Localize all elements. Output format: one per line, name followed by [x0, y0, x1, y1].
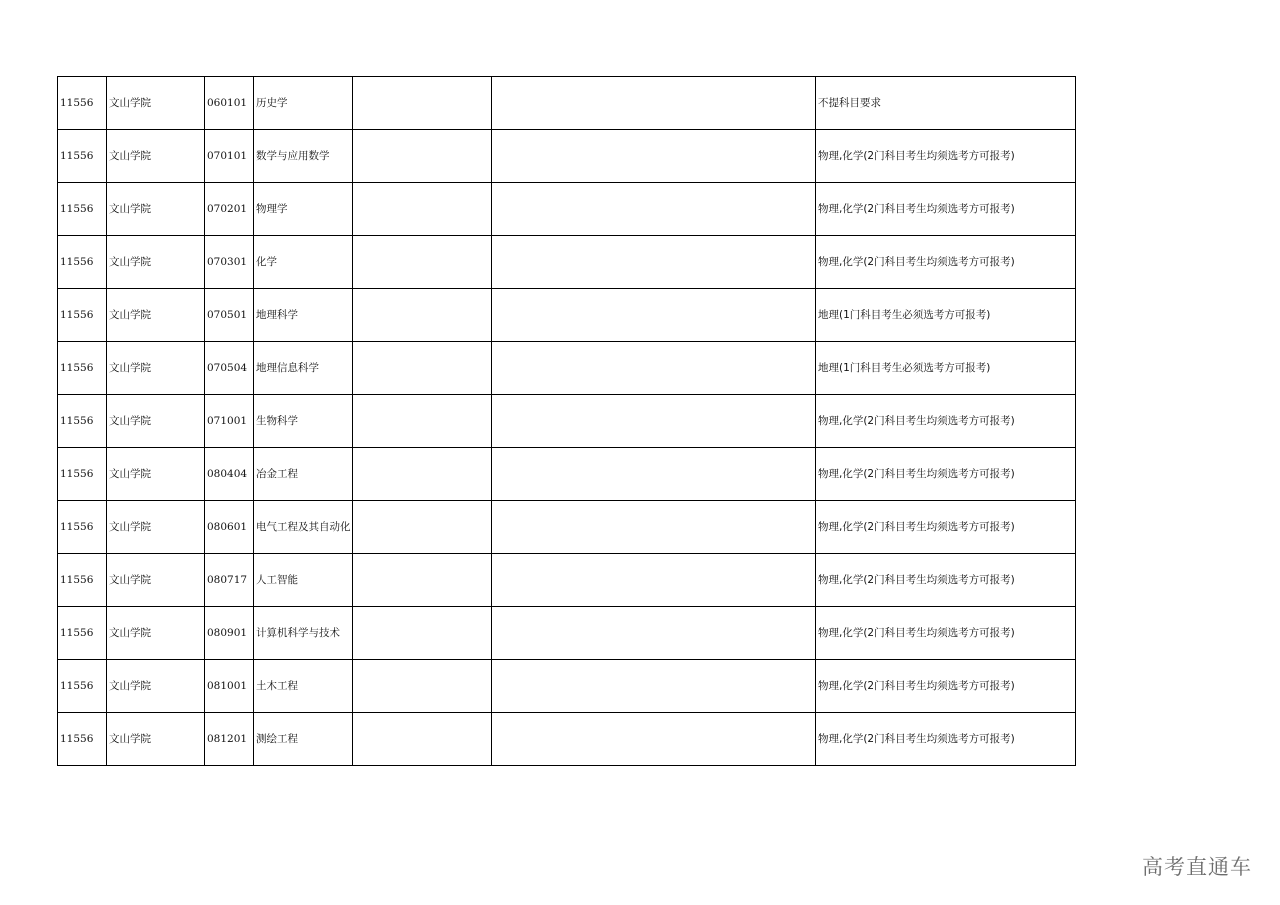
subject-requirement-cell: 物理,化学(2门科目考生均须选考方可报考) [816, 448, 1076, 501]
subject-requirement-cell: 物理,化学(2门科目考生均须选考方可报考) [816, 395, 1076, 448]
table-row [58, 289, 1076, 342]
major-code-cell: 070301 [205, 236, 254, 289]
school-name-cell: 文山学院 [107, 501, 205, 554]
school-name-cell: 文山学院 [107, 236, 205, 289]
major-name-cell: 地理信息科学 [254, 342, 353, 395]
blank-cell [353, 713, 492, 766]
blank-cell [353, 130, 492, 183]
major-code-cell: 060101 [205, 77, 254, 130]
school-name-cell: 文山学院 [107, 448, 205, 501]
watermark-text: 高考直通车 [1142, 855, 1252, 879]
school-name-cell: 文山学院 [107, 289, 205, 342]
blank-cell [492, 501, 816, 554]
table-row [58, 448, 1076, 501]
school-code-cell: 11556 [58, 130, 107, 183]
major-name-cell: 冶金工程 [254, 448, 353, 501]
major-name-cell: 物理学 [254, 183, 353, 236]
blank-cell [353, 395, 492, 448]
blank-cell [353, 660, 492, 713]
subject-requirement-cell: 物理,化学(2门科目考生均须选考方可报考) [816, 713, 1076, 766]
subject-requirement-cell: 不提科目要求 [816, 77, 1076, 130]
major-name-cell: 地理科学 [254, 289, 353, 342]
school-name-cell: 文山学院 [107, 554, 205, 607]
table-row [58, 554, 1076, 607]
table-row [58, 501, 1076, 554]
table-row [58, 236, 1076, 289]
school-code-cell: 11556 [58, 395, 107, 448]
major-requirements-table [57, 76, 1076, 766]
school-code-cell: 11556 [58, 77, 107, 130]
school-code-cell: 11556 [58, 448, 107, 501]
major-code-cell: 070504 [205, 342, 254, 395]
school-code-cell: 11556 [58, 554, 107, 607]
subject-requirement-cell: 物理,化学(2门科目考生均须选考方可报考) [816, 130, 1076, 183]
school-name-cell: 文山学院 [107, 77, 205, 130]
school-code-cell: 11556 [58, 660, 107, 713]
blank-cell [492, 554, 816, 607]
blank-cell [492, 342, 816, 395]
blank-cell [353, 77, 492, 130]
blank-cell [492, 77, 816, 130]
blank-cell [492, 130, 816, 183]
table-row [58, 607, 1076, 660]
school-code-cell: 11556 [58, 501, 107, 554]
table-row [58, 77, 1076, 130]
subject-requirement-cell: 物理,化学(2门科目考生均须选考方可报考) [816, 183, 1076, 236]
blank-cell [353, 554, 492, 607]
subject-requirement-cell: 物理,化学(2门科目考生均须选考方可报考) [816, 501, 1076, 554]
major-code-cell: 081001 [205, 660, 254, 713]
school-name-cell: 文山学院 [107, 395, 205, 448]
blank-cell [492, 448, 816, 501]
subject-requirement-cell: 地理(1门科目考生必须选考方可报考) [816, 342, 1076, 395]
major-name-cell: 数学与应用数学 [254, 130, 353, 183]
blank-cell [492, 607, 816, 660]
blank-cell [353, 501, 492, 554]
major-code-cell: 071001 [205, 395, 254, 448]
major-code-cell: 070201 [205, 183, 254, 236]
school-name-cell: 文山学院 [107, 607, 205, 660]
blank-cell [492, 289, 816, 342]
subject-requirement-cell: 物理,化学(2门科目考生均须选考方可报考) [816, 236, 1076, 289]
subject-requirement-cell: 物理,化学(2门科目考生均须选考方可报考) [816, 660, 1076, 713]
school-code-cell: 11556 [58, 289, 107, 342]
major-code-cell: 080717 [205, 554, 254, 607]
major-code-cell: 080901 [205, 607, 254, 660]
blank-cell [353, 236, 492, 289]
blank-cell [353, 448, 492, 501]
subject-requirement-cell: 地理(1门科目考生必须选考方可报考) [816, 289, 1076, 342]
major-name-cell: 土木工程 [254, 660, 353, 713]
major-code-cell: 080601 [205, 501, 254, 554]
blank-cell [353, 607, 492, 660]
table-row [58, 713, 1076, 766]
table-row [58, 130, 1076, 183]
school-name-cell: 文山学院 [107, 342, 205, 395]
subject-requirement-cell: 物理,化学(2门科目考生均须选考方可报考) [816, 554, 1076, 607]
major-name-cell: 化学 [254, 236, 353, 289]
blank-cell [492, 395, 816, 448]
school-name-cell: 文山学院 [107, 130, 205, 183]
major-name-cell: 计算机科学与技术 [254, 607, 353, 660]
major-name-cell: 历史学 [254, 77, 353, 130]
blank-cell [492, 183, 816, 236]
table-row [58, 395, 1076, 448]
school-code-cell: 11556 [58, 183, 107, 236]
blank-cell [492, 660, 816, 713]
blank-cell [492, 713, 816, 766]
major-name-cell: 电气工程及其自动化 [254, 501, 353, 554]
school-code-cell: 11556 [58, 236, 107, 289]
subject-requirement-cell: 物理,化学(2门科目考生均须选考方可报考) [816, 607, 1076, 660]
major-name-cell: 生物科学 [254, 395, 353, 448]
school-name-cell: 文山学院 [107, 660, 205, 713]
major-name-cell: 测绘工程 [254, 713, 353, 766]
school-code-cell: 11556 [58, 713, 107, 766]
major-name-cell: 人工智能 [254, 554, 353, 607]
school-code-cell: 11556 [58, 342, 107, 395]
blank-cell [353, 342, 492, 395]
table-row [58, 342, 1076, 395]
table-row [58, 183, 1076, 236]
table-body [58, 77, 1076, 766]
school-name-cell: 文山学院 [107, 713, 205, 766]
school-code-cell: 11556 [58, 607, 107, 660]
blank-cell [353, 183, 492, 236]
major-code-cell: 081201 [205, 713, 254, 766]
major-code-cell: 070101 [205, 130, 254, 183]
blank-cell [492, 236, 816, 289]
table-row [58, 660, 1076, 713]
blank-cell [353, 289, 492, 342]
major-code-cell: 070501 [205, 289, 254, 342]
school-name-cell: 文山学院 [107, 183, 205, 236]
major-code-cell: 080404 [205, 448, 254, 501]
